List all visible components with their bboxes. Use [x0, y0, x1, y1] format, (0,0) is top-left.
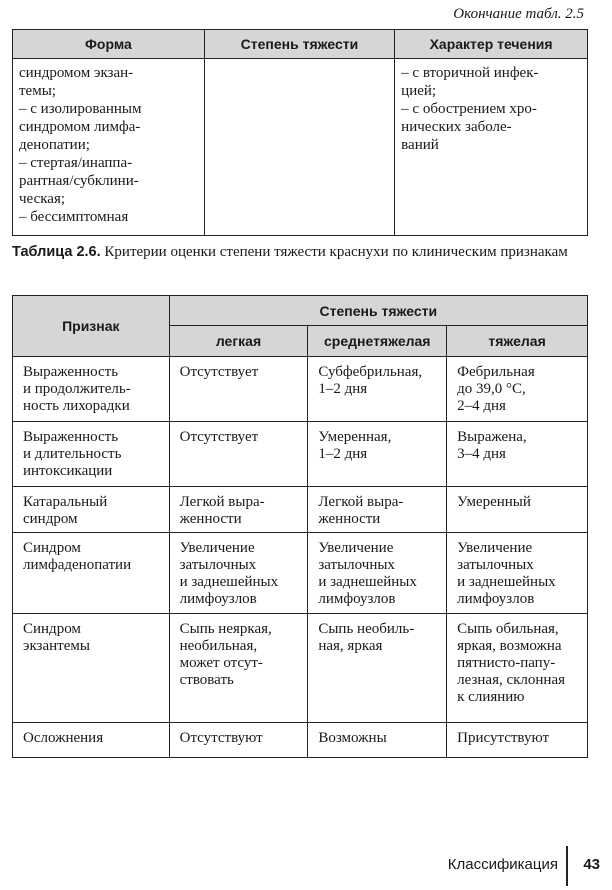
page-footer: [420, 846, 610, 886]
text-line: Синдром: [23, 621, 81, 637]
text-line: – стертая/инаппа-: [19, 155, 133, 171]
moderate-cell: [308, 614, 447, 723]
mild-cell: [169, 487, 308, 533]
caption-label: Таблица 2.6.: [12, 244, 101, 260]
text-line: ческая;: [19, 191, 66, 207]
table-row: [13, 422, 588, 487]
text-line: – с вторичной инфек-: [401, 65, 539, 81]
text-line: интоксикации: [23, 463, 113, 479]
text-line: Отсутствует: [179, 429, 259, 445]
sign-cell: [13, 723, 170, 758]
severe-cell: [447, 422, 588, 487]
page-number: 43: [583, 856, 600, 873]
text-line: экзантемы: [23, 638, 90, 654]
table-row: [13, 357, 588, 422]
text-line: лимфаденопатии: [23, 557, 132, 573]
table-row: [13, 59, 588, 236]
text-line: ность лихорадки: [23, 398, 130, 414]
text-line: темы;: [19, 83, 56, 99]
text-line: Увеличение: [457, 540, 533, 556]
text-line: до 39,0 °C,: [457, 381, 526, 397]
moderate-cell: [308, 357, 447, 422]
sign-cell: [13, 533, 170, 614]
text-line: Легкой выра-: [318, 494, 404, 510]
mild-cell: [169, 422, 308, 487]
text-line: затылочных: [318, 557, 395, 573]
table-row: [13, 614, 588, 723]
text-line: Синдром: [23, 540, 81, 556]
text-line: рантная/субклини-: [19, 173, 139, 189]
text-line: Выраженность: [23, 364, 119, 380]
text-line: 1–2 дня: [318, 446, 368, 462]
header-moderate: среднетяжелая: [308, 326, 447, 357]
course-cell: [395, 59, 588, 236]
text-line: ствовать: [179, 672, 234, 688]
text-line: лезная, склонная: [457, 672, 566, 688]
text-line: лимфоузлов: [179, 591, 257, 607]
text-line: Умеренный: [457, 494, 531, 510]
section-name: Классификация: [447, 856, 558, 873]
text-line: лимфоузлов: [457, 591, 535, 607]
text-line: и продолжитель-: [23, 381, 131, 397]
caption-text: Критерии оценки степени тяжести краснухи по клиническим признакам: [104, 244, 568, 260]
text-line: Фебрильная: [457, 364, 535, 380]
table-row: [13, 487, 588, 533]
header-severity-group: Степень тяжести: [169, 296, 587, 326]
moderate-cell: [308, 533, 447, 614]
footer-divider: [566, 846, 568, 886]
text-line: и заднешейных: [457, 574, 556, 590]
severe-cell: [447, 723, 588, 758]
continuation-note: Окончание табл. 2.5: [453, 6, 584, 22]
header-course: Характер течения: [395, 30, 588, 59]
sign-cell: [13, 614, 170, 723]
text-line: Отсутствует: [179, 364, 259, 380]
sign-cell: [13, 487, 170, 533]
severe-cell: [447, 614, 588, 723]
table-header-row: [13, 30, 588, 59]
text-line: Катаральный: [23, 494, 108, 510]
moderate-cell: [308, 487, 447, 533]
text-line: Сыпь неяркая,: [179, 621, 272, 637]
text-line: синдром: [23, 511, 78, 527]
text-line: – с изолированным: [19, 101, 142, 117]
severe-cell: [447, 533, 588, 614]
text-line: – бессимптомная: [19, 209, 129, 225]
table-row: [13, 533, 588, 614]
table-2-6: [12, 295, 588, 758]
header-severity: Степень тяжести: [204, 30, 394, 59]
text-line: и заднешейных: [318, 574, 417, 590]
severity-cell: [204, 59, 394, 236]
text-line: Выражена,: [457, 429, 527, 445]
text-line: 1–2 дня: [318, 381, 368, 397]
text-line: лимфоузлов: [318, 591, 396, 607]
text-line: Отсутствуют: [179, 730, 263, 746]
mild-cell: [169, 533, 308, 614]
text-line: Сыпь обильная,: [457, 621, 559, 637]
text-line: к слиянию: [457, 689, 525, 705]
text-line: ная, яркая: [318, 638, 383, 654]
text-line: – с обострением хро-: [401, 101, 537, 117]
text-line: 3–4 дня: [457, 446, 506, 462]
text-line: Присутствуют: [457, 730, 550, 746]
text-line: Осложнения: [23, 730, 104, 746]
sign-cell: [13, 357, 170, 422]
text-line: пятнисто-папу-: [457, 655, 556, 671]
text-line: может отсут-: [179, 655, 263, 671]
text-line: женности: [179, 511, 242, 527]
text-line: нических заболе-: [401, 119, 512, 135]
header-mild: легкая: [169, 326, 308, 357]
text-line: синдромом лимфа-: [19, 119, 141, 135]
form-cell: [13, 59, 205, 236]
text-line: затылочных: [179, 557, 257, 573]
text-line: Увеличение: [318, 540, 394, 556]
text-line: синдромом экзан-: [19, 65, 134, 81]
mild-cell: [169, 357, 308, 422]
text-line: затылочных: [457, 557, 534, 573]
text-line: Возможны: [318, 730, 387, 746]
header-form: Форма: [13, 30, 205, 59]
text-line: Выраженность: [23, 429, 119, 445]
table-caption: [12, 242, 597, 262]
table-row: [13, 723, 588, 758]
text-line: Умеренная,: [318, 429, 392, 445]
text-line: ваний: [401, 137, 439, 153]
text-line: и заднешейных: [179, 574, 279, 590]
text-line: 2–4 дня: [457, 398, 506, 414]
table-header-row: [13, 296, 588, 326]
text-line: Увеличение: [179, 540, 255, 556]
text-line: женности: [318, 511, 381, 527]
header-severe: тяжелая: [447, 326, 588, 357]
text-line: Легкой выра-: [179, 494, 265, 510]
moderate-cell: [308, 422, 447, 487]
text-line: яркая, возможна: [457, 638, 562, 654]
text-line: необильная,: [179, 638, 258, 654]
table-2-5-end: [12, 29, 588, 236]
severe-cell: [447, 487, 588, 533]
text-line: и длительность: [23, 446, 122, 462]
text-line: денопатии;: [19, 137, 90, 153]
text-line: цией;: [401, 83, 437, 99]
moderate-cell: [308, 723, 447, 758]
header-sign: Признак: [13, 296, 170, 357]
text-line: Сыпь необиль-: [318, 621, 415, 637]
sign-cell: [13, 422, 170, 487]
severe-cell: [447, 357, 588, 422]
mild-cell: [169, 723, 308, 758]
mild-cell: [169, 614, 308, 723]
text-line: Субфебрильная,: [318, 364, 423, 380]
